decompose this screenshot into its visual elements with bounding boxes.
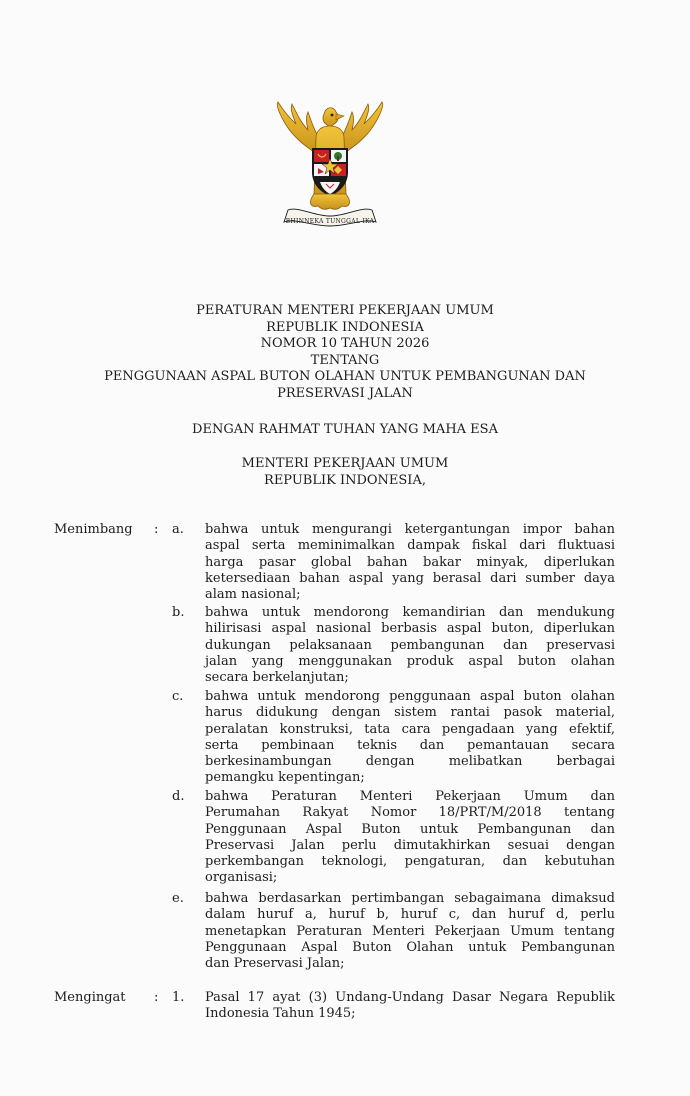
clause-line: hilirisasi aspal nasional berbasis aspal buton, diperlukan bbox=[205, 621, 615, 637]
clause-line: bahwa untuk mendorong penggunaan aspal buton olahan bbox=[205, 689, 615, 704]
clause-text bbox=[205, 891, 615, 972]
mengingat-label: Mengingat bbox=[54, 990, 126, 1005]
clause-marker: d. bbox=[172, 789, 185, 804]
clause-marker: e. bbox=[172, 891, 184, 906]
title-line: REPUBLIK INDONESIA bbox=[266, 319, 424, 335]
title-line: PENGGUNAAN ASPAL BUTON OLAHAN UNTUK PEMBANGUNAN DAN bbox=[104, 369, 586, 385]
clause-text bbox=[205, 605, 615, 686]
clause-line: menetapkan Peraturan Menteri Pekerjaan Umum tentang bbox=[205, 923, 615, 939]
clause-line: bahwa untuk mengurangi ketergantungan impor bahan bbox=[205, 522, 615, 537]
clause-line: organisasi; bbox=[205, 870, 278, 886]
clause-line: alam nasional; bbox=[205, 587, 301, 603]
clause-line: berkesinambungan dengan melibatkan berbagai bbox=[205, 754, 615, 770]
issuer-line: MENTERI PEKERJAAN UMUM bbox=[241, 456, 449, 471]
clause-marker: b. bbox=[172, 605, 185, 620]
clause-line: bahwa berdasarkan pertimbangan sebagaimana dimaksud bbox=[205, 891, 615, 906]
clause-line: dukungan pelaksanaan pembangunan dan preservasi bbox=[205, 637, 615, 653]
clause-line: aspal serta meminimalkan dampak fiskal dari fluktuasi bbox=[205, 538, 615, 554]
clause-line: Perumahan Rakyat Nomor 18/PRT/M/2018 tentang bbox=[205, 805, 615, 821]
garuda-pancasila-emblem bbox=[268, 98, 392, 232]
issuer bbox=[0, 456, 690, 489]
svg-text:BHINNEKA TUNGGAL IKA: BHINNEKA TUNGGAL IKA bbox=[285, 218, 375, 225]
clause-line: jalan yang menggunakan produk aspal buton olahan bbox=[205, 653, 615, 669]
clause-line: Penggunaan Aspal Buton untuk Pembangunan dan bbox=[205, 821, 615, 837]
clause-line: ketersediaan bahan aspal yang berasal dari sumber daya bbox=[205, 570, 615, 586]
clause-text bbox=[205, 990, 615, 1023]
mengingat-colon: : bbox=[154, 990, 159, 1005]
clause-line: Pasal 17 ayat (3) Undang-Undang Dasar Negara Republik bbox=[205, 990, 615, 1005]
clause-line: pemangku kepentingan; bbox=[205, 770, 365, 786]
invocation: DENGAN RAHMAT TUHAN YANG MAHA ESA bbox=[192, 422, 498, 437]
clause-marker: c. bbox=[172, 689, 184, 704]
clause-marker: a. bbox=[172, 522, 184, 537]
clause-line: Indonesia Tahun 1945; bbox=[205, 1006, 356, 1022]
regulation-title bbox=[0, 303, 690, 403]
menimbang-colon: : bbox=[154, 522, 159, 537]
clause-text bbox=[205, 789, 615, 887]
title-line: PRESERVASI JALAN bbox=[277, 385, 413, 401]
clause-text bbox=[205, 689, 615, 787]
clause-text bbox=[205, 522, 615, 603]
clause-line: peralatan konstruksi, tata cara pengadaan yang efektif, bbox=[205, 721, 615, 737]
clause-line: Preservasi Jalan perlu dimutakhirkan sesuai dengan bbox=[205, 837, 615, 853]
title-line: TENTANG bbox=[310, 352, 380, 368]
issuer-line: REPUBLIK INDONESIA, bbox=[264, 472, 426, 488]
clause-line: serta pembinaan teknis dan pemantauan secara bbox=[205, 737, 615, 753]
clause-line: Penggunaan Aspal Buton Olahan untuk Pembangunan bbox=[205, 939, 615, 955]
title-line: PERATURAN MENTERI PEKERJAAN UMUM bbox=[196, 303, 494, 318]
title-line: NOMOR 10 TAHUN 2026 bbox=[260, 336, 430, 352]
clause-line: bahwa untuk mendorong kemandirian dan mendukung bbox=[205, 605, 615, 620]
clause-line: perkembangan teknologi, pengaturan, dan kebutuhan bbox=[205, 854, 615, 870]
clause-marker: 1. bbox=[172, 990, 185, 1005]
clause-line: dalam huruf a, huruf b, huruf c, dan huruf d, perlu bbox=[205, 907, 615, 923]
menimbang-label: Menimbang bbox=[54, 522, 133, 537]
clause-line: bahwa Peraturan Menteri Pekerjaan Umum dan bbox=[205, 789, 615, 804]
clause-line: harga pasar global bahan bakar minyak, diperlukan bbox=[205, 554, 615, 570]
clause-line: harus didukung dengan sistem rantai pasok material, bbox=[205, 705, 615, 721]
clause-line: dan Preservasi Jalan; bbox=[205, 956, 345, 972]
clause-line: secara berkelanjutan; bbox=[205, 670, 349, 686]
